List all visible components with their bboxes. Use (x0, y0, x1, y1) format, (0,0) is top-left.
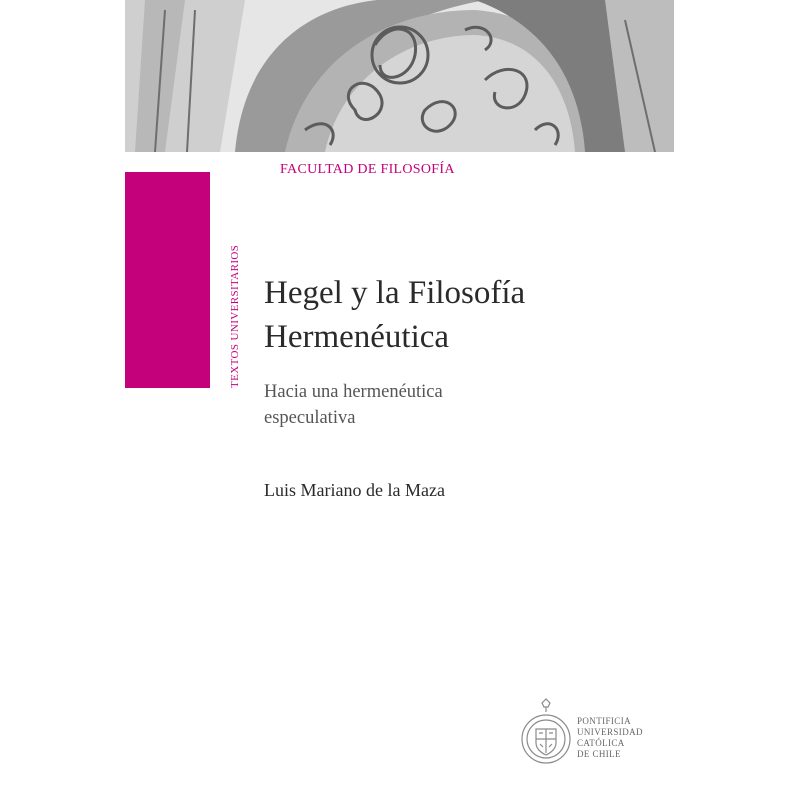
pontificia-universidad-catolica-seal-icon (520, 697, 572, 767)
university-name-line-2: UNIVERSIDAD (577, 727, 643, 737)
series-label: TEXTOS UNIVERSITARIOS (229, 244, 241, 388)
university-name-line-3: CATÓLICA (577, 738, 625, 748)
cover-photo-ironwork (125, 0, 674, 152)
book-author: Luis Mariano de la Maza (264, 480, 445, 500)
book-subtitle-line-1: Hacia una hermenéutica (264, 382, 443, 402)
series-color-band (125, 172, 210, 546)
ediciones-uc-logo-icon (125, 472, 210, 552)
book-title-line-2: Hermenéutica (264, 319, 450, 355)
book-cover (125, 0, 674, 800)
faculty-name: FACULTAD DE FILOSOFÍA (280, 162, 455, 177)
book-title (264, 271, 525, 359)
university-name-line-4: DE CHILE (577, 749, 621, 759)
university-name-line-1: PONTIFICIA (577, 716, 632, 726)
university-name (577, 716, 643, 760)
publisher-logo-text: EDICIONES UC (139, 537, 195, 546)
book-title-line-1: Hegel y la Filosofía (264, 275, 526, 311)
book-subtitle (264, 379, 443, 431)
series-label-vertical (225, 238, 245, 388)
book-subtitle-line-2: especulativa (264, 408, 356, 428)
